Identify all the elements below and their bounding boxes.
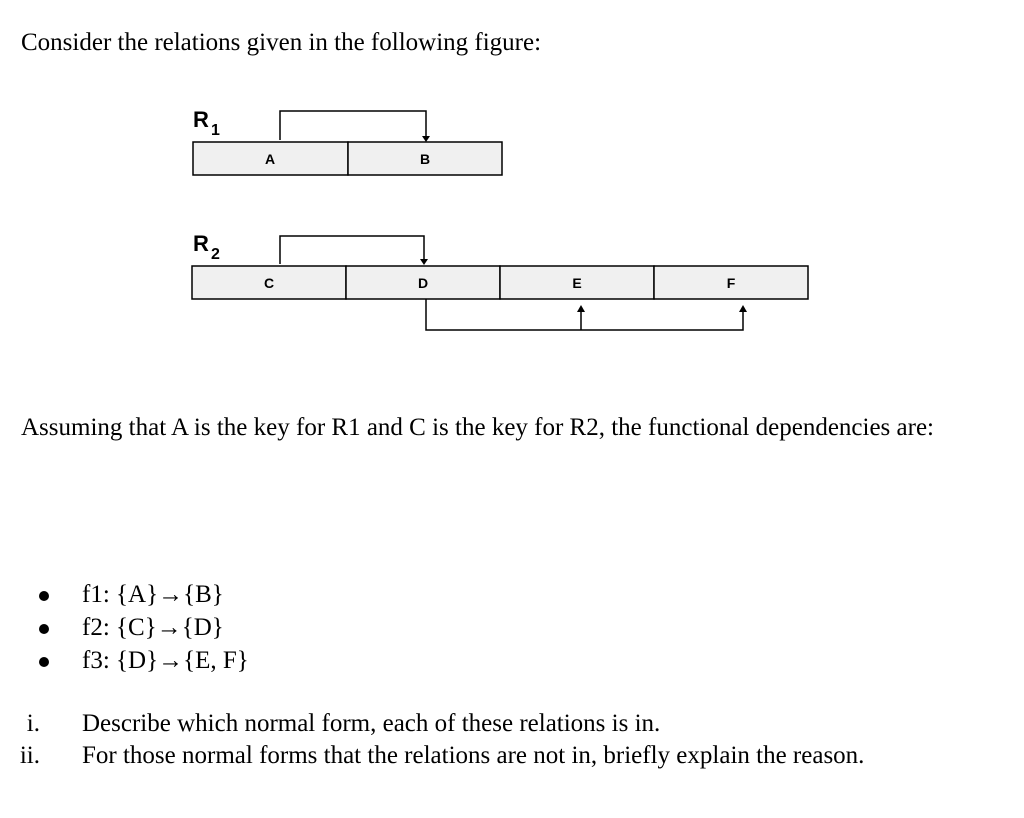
bullet-icon <box>39 591 49 601</box>
r1-subscript: 1 <box>211 122 220 139</box>
relations-figure <box>0 0 1024 400</box>
bullet-icon <box>39 657 49 667</box>
r1-dependency-arrow <box>280 111 426 140</box>
intro-text: Consider the relations given in the following figure: <box>21 29 542 56</box>
r2-dependency-arrow-def <box>426 299 743 330</box>
r2-arrowhead-f <box>739 305 747 312</box>
bullet-icon <box>39 624 49 634</box>
r1-table <box>193 142 502 175</box>
r2-arrowhead-e <box>577 305 585 312</box>
dependency-f2: f2: {C}→{D} <box>82 614 224 641</box>
r2-attr-f: F <box>726 275 736 291</box>
r1-attr-b: B <box>419 151 431 167</box>
r2-attr-c: C <box>263 275 275 291</box>
question-text: For those normal forms that the relations are not in, briefly explain the reason. <box>82 742 865 769</box>
question-text: Describe which normal form, each of these relations is in. <box>82 710 661 737</box>
r2-name: R <box>193 231 209 256</box>
question-number: i. <box>26 710 40 737</box>
question-number: ii. <box>19 742 40 769</box>
dependency-f1: f1: {A}→{B} <box>82 581 224 608</box>
r2-arrowhead-d <box>420 259 428 265</box>
r2-table <box>192 266 808 299</box>
dependency-f3: f3: {D}→{E, F} <box>82 647 249 674</box>
r2-attr-e: E <box>572 275 582 291</box>
assumption-text: Assuming that A is the key for R1 and C is the key for R2, the functional dependencies are: <box>21 414 935 441</box>
r2-dependency-arrow-cd <box>280 236 424 264</box>
r1-attr-a: A <box>264 151 276 167</box>
r1-name: R <box>193 107 209 132</box>
r2-subscript: 2 <box>211 246 220 263</box>
r2-attr-d: D <box>417 275 429 291</box>
r1-arrowhead-b <box>422 136 430 142</box>
